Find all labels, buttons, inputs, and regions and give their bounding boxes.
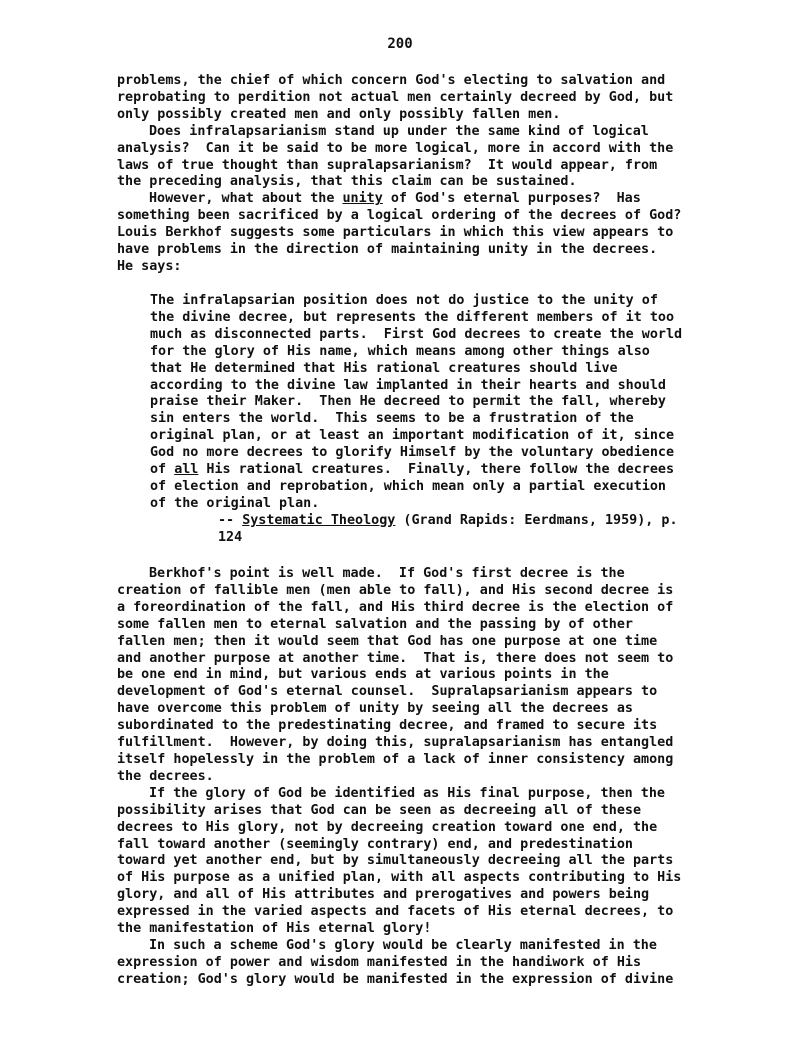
text-line: -- Systematic Theology (Grand Rapids: Eerdmans, 1959), p. <box>218 512 678 528</box>
text-line: Berkhof's point is well made. If God's first decree is the <box>149 566 625 581</box>
text-line: In such a scheme God's glory would be clearly manifested in the <box>149 937 657 953</box>
text-line: laws of true thought than supralapsarianism? It would appear, from <box>117 157 658 173</box>
text-line: subordinated to the predestinating decree, and framed to secure its <box>117 718 658 734</box>
text-line: itself hopelessly in the problem of a lack of inner consistency among <box>117 751 674 767</box>
text-line: possibility arises that God can be seen as decreeing all of these <box>117 802 642 818</box>
text-line: The infralapsarian position does not do justice to the unity of <box>150 293 658 308</box>
text-line: only possibly created men and only possibly fallen men. <box>117 106 561 122</box>
text-line: fulfillment. However, by doing this, supralapsarianism has entangled <box>117 735 674 751</box>
text-line: the divine decree, but represents the different members of it too <box>150 309 675 325</box>
text-line: something been sacrificed by a logical ordering of the decrees of God? <box>117 208 682 224</box>
text-line: sin enters the world. This seems to be a frustration of the <box>150 411 634 427</box>
text-line: God no more decrees to glorify Himself by the voluntary obedience <box>150 445 675 461</box>
text-line: creation; God's glory would be manifested in the expression of divine <box>117 971 674 987</box>
text-line: praise their Maker. Then He decreed to permit the fall, whereby <box>150 394 666 410</box>
text-line: the decrees. <box>117 768 214 784</box>
block-quote <box>150 293 710 547</box>
text-line: of election and reprobation, which mean only a partial execution <box>150 478 666 494</box>
text-line: toward yet another end, but by simultaneously decreeing all the parts <box>117 853 674 869</box>
text-line: Louis Berkhof suggests some particulars in which this view appears to <box>117 225 674 241</box>
text-line: of all His rational creatures. Finally, there follow the decrees <box>150 462 675 478</box>
text-line: development of God's eternal counsel. Supralapsarianism appears to <box>117 684 658 700</box>
text-line: However, what about the unity of God's eternal purposes? Has <box>149 191 641 207</box>
text-line: creation of fallible men (men able to fall), and His second decree is <box>117 582 674 598</box>
text-line: 124 <box>218 529 243 545</box>
text-line: a foreordination of the fall, and His third decree is the election of <box>117 599 674 615</box>
text-line: If the glory of God be identified as His final purpose, then the <box>149 785 665 801</box>
text-line: decrees to His glory, not by decreeing creation toward one end, the <box>117 819 658 835</box>
text-line: of His purpose as a unified plan, with all aspects contributing to His <box>117 870 682 886</box>
text-line: expression of power and wisdom manifested in the handiwork of His <box>117 954 642 970</box>
text-line: and another purpose at another time. That is, there does not seem to <box>117 650 674 666</box>
text-line: fall toward another (seemingly contrary) end, and predestination <box>117 836 633 852</box>
text-line: for the glory of His name, which means among other things also <box>150 343 650 359</box>
text-line: have overcome this problem of unity by seeing all the decrees as <box>117 701 633 717</box>
text-line: have problems in the direction of maintaining unity in the decrees. <box>117 242 658 258</box>
text-line: be one end in mind, but various ends at various points in the <box>117 667 609 683</box>
text-line: Does infralapsarianism stand up under the same kind of logical <box>149 123 649 139</box>
text-line: that He determined that His rational creatures should live <box>150 360 618 376</box>
text-line: some fallen men to eternal salvation and the passing by of other <box>117 616 633 632</box>
text-line: original plan, or at least an important modification of it, since <box>150 428 675 444</box>
text-line: fallen men; then it would seem that God has one purpose at one time <box>117 633 658 649</box>
body-paragraphs <box>117 566 717 989</box>
text-line: of the original plan. <box>150 495 320 511</box>
text-line: problems, the chief of which concern God's electing to salvation and <box>117 73 666 88</box>
text-line: according to the divine law implanted in their hearts and should <box>150 377 666 393</box>
intro-paragraphs <box>117 73 717 276</box>
text-line: reprobating to perdition not actual men certainly decreed by God, but <box>117 89 674 105</box>
text-line: He says: <box>117 258 182 274</box>
text-line: the manifestation of His eternal glory! <box>117 921 432 937</box>
text-line: glory, and all of His attributes and prerogatives and powers being <box>117 887 650 903</box>
text-line: expressed in the varied aspects and facets of His eternal decrees, to <box>117 904 674 920</box>
page-number: 200 <box>387 36 413 52</box>
text-line: analysis? Can it be said to be more logical, more in accord with the <box>117 140 674 156</box>
text-line: much as disconnected parts. First God decrees to create the world <box>150 326 683 342</box>
text-line: the preceding analysis, that this claim can be sustained. <box>117 174 577 190</box>
